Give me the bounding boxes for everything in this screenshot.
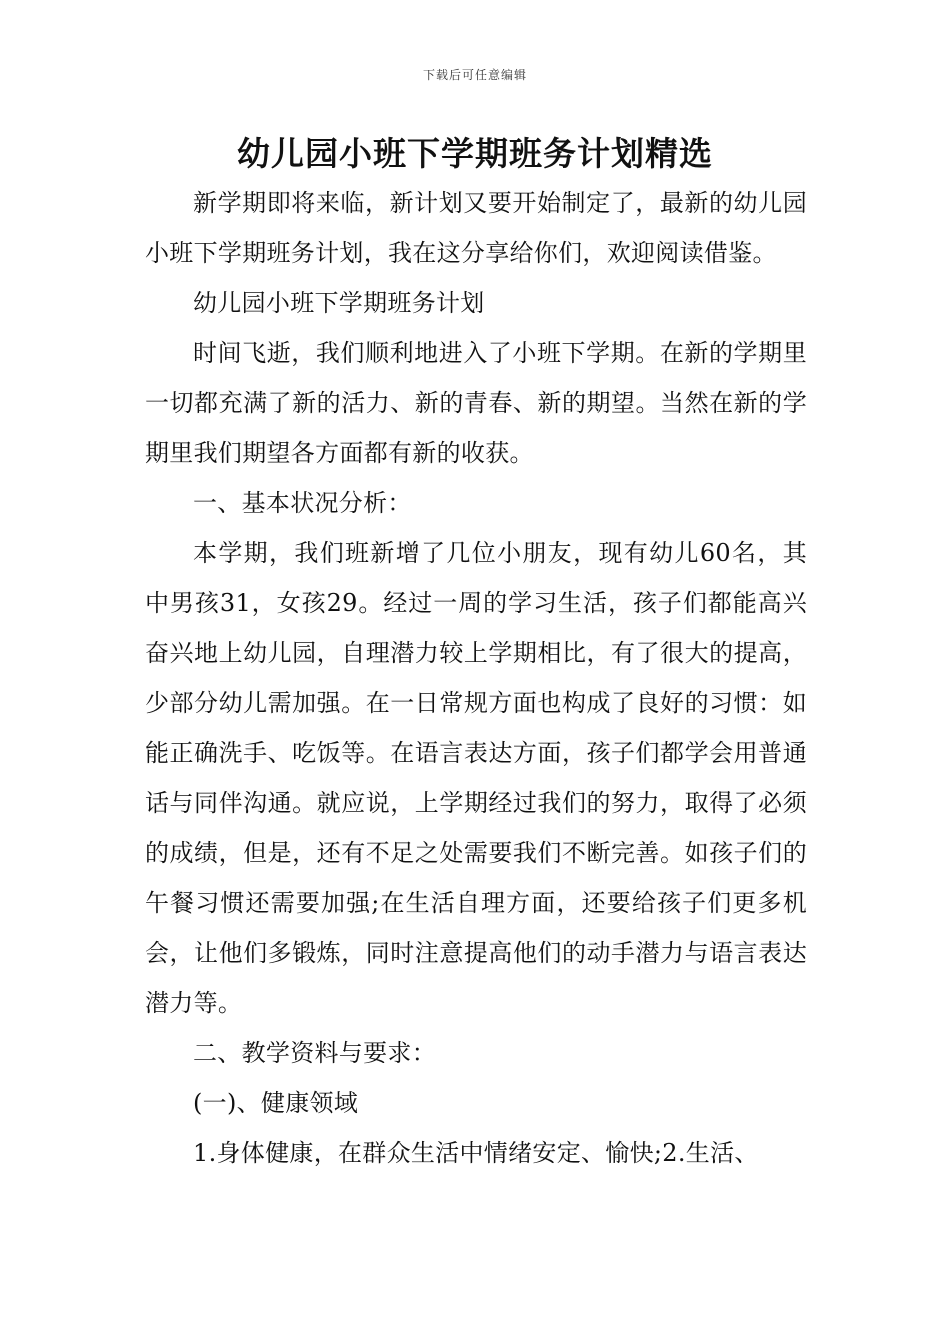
section-title: 幼儿园小班下学期班务计划 [193, 289, 485, 317]
page-header-note: 下载后可任意编辑 [422, 68, 527, 82]
health-item-paragraph: 1.身体健康，在群众生活中情绪安定、愉快;2.生活、 [193, 1139, 759, 1167]
document-body [145, 178, 807, 1178]
opening-paragraph: 时间飞逝，我们顺利地进入了小班下学期。在新的学期里一切都充满了新的活力、新的青春、新的期望。当然在新的学期里我们期望各方面都有新的收获。 [145, 339, 807, 467]
document-title: 幼儿园小班下学期班务计划精选 [237, 134, 713, 173]
situation-paragraph: 本学期，我们班新增了几位小朋友，现有幼儿60名，其中男孩31，女孩29。经过一周的学习生活，孩子们都能高兴奋兴地上幼儿园，自理潜力较上学期相比，有了很大的提高，少部分幼儿需加强。在一日常规方面也构成了良好的习惯：如能正确洗手、吃饭等。在语言表达方面，孩子们都学会用普通话与同伴沟通。就应说，上学期经过我们的努力，取得了必须的成绩，但是，还有不足之处需要我们不断完善。如孩子们的午餐习惯还需要加强;在生活自理方面，还要给孩子们更多机会，让他们多锻炼，同时注意提高他们的动手潜力与语言表达潜力等。 [145, 539, 807, 1017]
subheading-health: (一)、健康领域 [193, 1089, 359, 1117]
heading-teaching-requirements: 二、教学资料与要求： [193, 1039, 436, 1067]
heading-situation-analysis: 一、基本状况分析： [193, 489, 412, 517]
intro-paragraph: 新学期即将来临，新计划又要开始制定了，最新的幼儿园小班下学期班务计划，我在这分享给你们，欢迎阅读借鉴。 [145, 189, 807, 267]
